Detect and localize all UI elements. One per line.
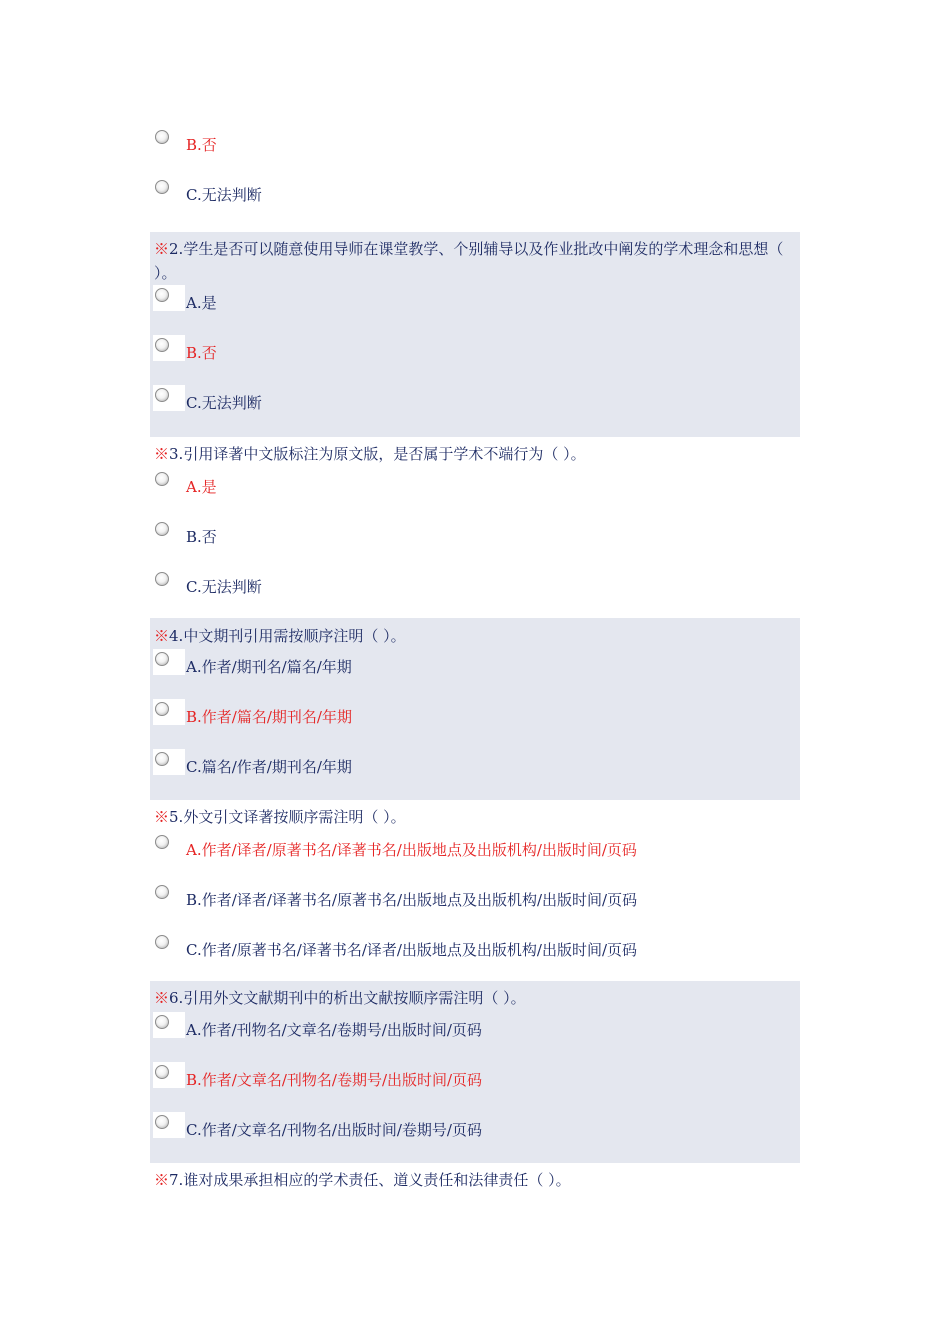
question-text: ※2.学生是否可以随意使用导师在课堂教学、个别辅导以及作业批改中阐发的学术理念和思想（ ）。: [154, 240, 784, 282]
radio-button-icon[interactable]: [155, 935, 169, 949]
required-mark: ※: [154, 240, 170, 258]
question-text: ※7.谁对成果承担相应的学术责任、道义责任和法律责任（ ）。: [154, 1171, 571, 1189]
option-6-b[interactable]: [150, 1065, 790, 1095]
radio-button-icon[interactable]: [155, 885, 169, 899]
question-text: ※5.外文引文译著按顺序需注明（ ）。: [154, 808, 406, 826]
option-label: A.作者/期刊名/篇名/年期: [186, 658, 352, 676]
option-label: A.作者/译者/原著书名/译著书名/出版地点及出版机构/出版时间/页码: [186, 841, 637, 859]
question-1-tail: [150, 130, 800, 220]
radio-button-icon[interactable]: [155, 338, 169, 352]
option-4-b[interactable]: [150, 702, 790, 732]
radio-button-icon[interactable]: [155, 1115, 169, 1129]
question-2: [150, 232, 800, 437]
option-1-c[interactable]: [150, 180, 790, 210]
option-6-a[interactable]: [150, 1015, 790, 1045]
option-label: C.篇名/作者/期刊名/年期: [186, 758, 352, 776]
option-label: B.作者/篇名/期刊名/年期: [186, 708, 352, 726]
radio-button-icon[interactable]: [155, 522, 169, 536]
radio-button-icon[interactable]: [155, 752, 169, 766]
option-5-a[interactable]: [150, 835, 790, 865]
radio-button-icon[interactable]: [155, 572, 169, 586]
option-label: C.无法判断: [186, 578, 262, 596]
question-3: [150, 440, 800, 610]
option-4-a[interactable]: [150, 652, 790, 682]
required-mark: ※: [154, 445, 170, 463]
option-2-c[interactable]: [150, 388, 790, 418]
option-label: B.否: [186, 344, 217, 362]
option-3-a[interactable]: [150, 472, 790, 502]
radio-button-icon[interactable]: [155, 130, 169, 144]
option-4-c[interactable]: [150, 752, 790, 782]
option-label: C.作者/文章名/刊物名/出版时间/卷期号/页码: [186, 1121, 482, 1139]
option-3-c[interactable]: [150, 572, 790, 602]
option-1-b[interactable]: [150, 130, 790, 160]
option-label: B.否: [186, 528, 217, 546]
required-mark: ※: [154, 989, 170, 1007]
option-label: A.是: [186, 294, 217, 312]
option-2-a[interactable]: [150, 288, 790, 318]
option-label: A.是: [186, 478, 217, 496]
radio-button-icon[interactable]: [155, 388, 169, 402]
radio-button-icon[interactable]: [155, 472, 169, 486]
radio-button-icon[interactable]: [155, 702, 169, 716]
option-label: B.作者/译者/译著书名/原著书名/出版地点及出版机构/出版时间/页码: [186, 891, 638, 909]
option-label: B.作者/文章名/刊物名/卷期号/出版时间/页码: [186, 1071, 483, 1089]
option-3-b[interactable]: [150, 522, 790, 552]
required-mark: ※: [154, 1171, 170, 1189]
question-text: ※3.引用译著中文版标注为原文版，是否属于学术不端行为（ ）。: [154, 445, 586, 463]
option-label: B.否: [186, 136, 217, 154]
required-mark: ※: [154, 627, 170, 645]
radio-button-icon[interactable]: [155, 1065, 169, 1079]
option-5-c[interactable]: [150, 935, 790, 965]
radio-button-icon[interactable]: [155, 180, 169, 194]
option-label: C.无法判断: [186, 186, 262, 204]
option-6-c[interactable]: [150, 1115, 790, 1145]
option-5-b[interactable]: [150, 885, 790, 915]
radio-button-icon[interactable]: [155, 1015, 169, 1029]
question-text: ※6.引用外文文献期刊中的析出文献按顺序需注明（ ）。: [154, 989, 526, 1007]
question-4: [150, 618, 800, 800]
option-2-b[interactable]: [150, 338, 790, 368]
option-label: C.无法判断: [186, 394, 262, 412]
radio-button-icon[interactable]: [155, 835, 169, 849]
question-6: [150, 981, 800, 1163]
option-label: C.作者/原著书名/译著书名/译者/出版地点及出版机构/出版时间/页码: [186, 941, 638, 959]
radio-button-icon[interactable]: [155, 288, 169, 302]
question-text: ※4.中文期刊引用需按顺序注明（ ）。: [154, 627, 406, 645]
question-5: [150, 803, 800, 973]
option-label: A.作者/刊物名/文章名/卷期号/出版时间/页码: [186, 1021, 482, 1039]
required-mark: ※: [154, 808, 170, 826]
radio-button-icon[interactable]: [155, 652, 169, 666]
question-7: [150, 1166, 800, 1206]
